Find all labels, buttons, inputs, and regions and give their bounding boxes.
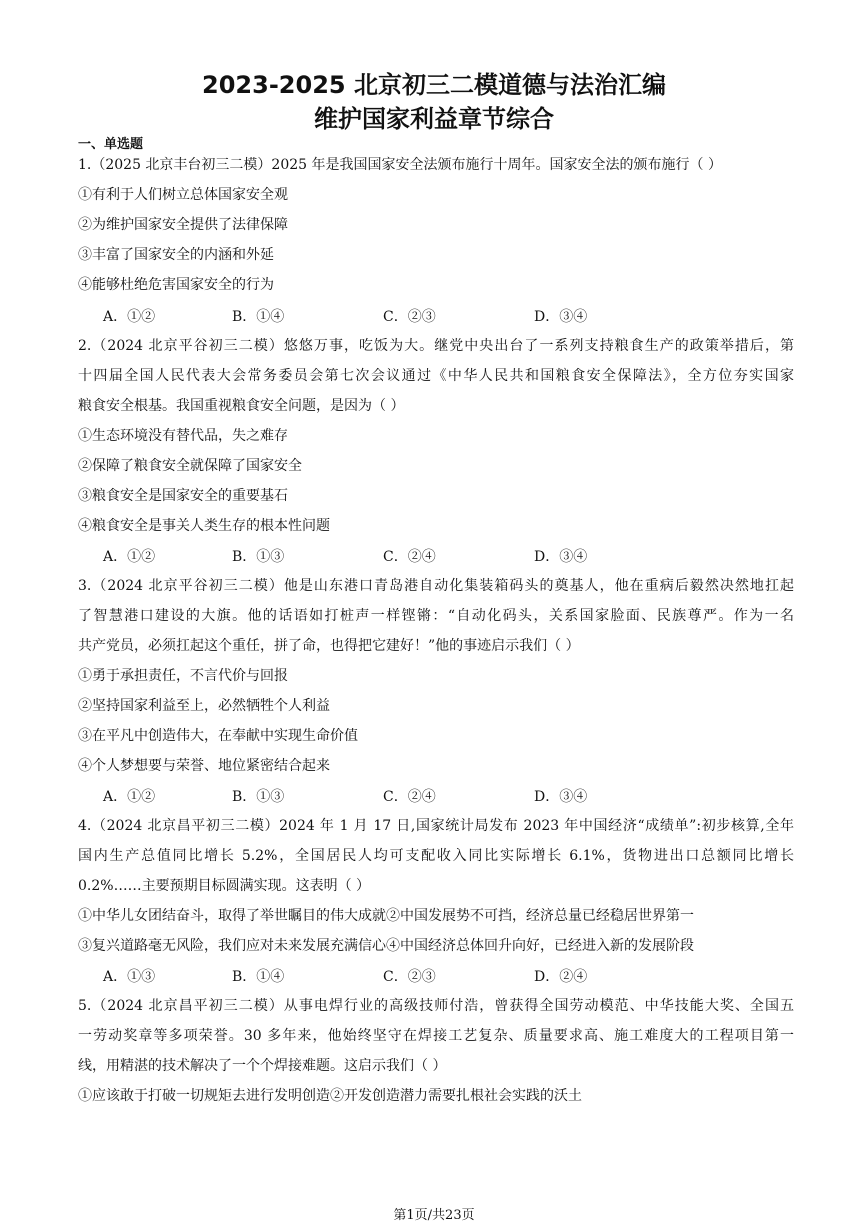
question-2-item-3: ③粮食安全是国家安全的重要基石 — [78, 488, 288, 504]
question-2-option-d: D．③④ — [534, 549, 588, 565]
question-4-option-b: B．①④ — [232, 969, 285, 985]
question-2-item-4: ④粮食安全是事关人类生存的根本性问题 — [78, 518, 330, 534]
question-5-stem-line-3: 线，用精湛的技术解决了一个个焊接难题。这启示我们（ ） — [78, 1058, 447, 1074]
question-4-option-d: D．②④ — [534, 969, 588, 985]
question-1-option-c: C．②③ — [383, 309, 436, 325]
question-1-item-1: ①有利于人们树立总体国家安全观 — [78, 187, 288, 203]
question-2-stem-line-3: 粮食安全根基。我国重视粮食安全问题，是因为（ ） — [78, 398, 405, 414]
question-1-stem: 1.（2025 北京丰台初三二模）2025 年是我国国家安全法颁布施行十周年。国家安全法的颁布施行（ ） — [78, 157, 722, 173]
question-3-option-b: B．①③ — [232, 789, 285, 805]
question-4-option-c: C．②③ — [383, 969, 436, 985]
question-2-stem-line-2: 十四届全国人民代表大会常务委员会第七次会议通过《中华人民共和国粮食安全保障法》，全方位夯实国家 — [78, 368, 794, 384]
question-3-stem-line-2: 了智慧港口建设的大旗。他的话语如打桩声一样铿锵：“自动化码头，关系国家脸面、民族尊严。作为一名 — [78, 608, 794, 624]
document-subtitle: 维护国家利益章节综合 — [314, 105, 554, 133]
question-2-item-1: ①生态环境没有替代品，失之难存 — [78, 428, 288, 444]
question-3-item-3: ③在平凡中创造伟大，在奉献中实现生命价值 — [78, 728, 358, 744]
question-4-item-row-2: ③复兴道路毫无风险，我们应对未来发展充满信心④中国经济总体回升向好，已经进入新的发展阶段 — [78, 938, 694, 954]
question-3-item-4: ④个人梦想要与荣誉、地位紧密结合起来 — [78, 758, 330, 774]
question-2-stem-line-1: 2.（2024 北京平谷初三二模）悠悠万事，吃饭为大。继党中央出台了一系列支持粮食生产的政策举措后，第 — [78, 338, 794, 354]
question-2-option-b: B．①③ — [232, 549, 285, 565]
page-footer: 第1页/共23页 — [393, 1208, 475, 1223]
question-1-item-2: ②为维护国家安全提供了法律保障 — [78, 217, 288, 233]
document-title: 2023-2025 北京初三二模道德与法治汇编 — [202, 71, 666, 99]
question-1-item-4: ④能够杜绝危害国家安全的行为 — [78, 277, 274, 293]
question-2-item-2: ②保障了粮食安全就保障了国家安全 — [78, 458, 302, 474]
question-3-option-d: D．③④ — [534, 789, 588, 805]
question-1-item-3: ③丰富了国家安全的内涵和外延 — [78, 247, 274, 263]
question-5-stem-line-2: 一劳动奖章等多项荣誉。30 多年来，他始终坚守在焊接工艺复杂、质量要求高、施工难度大的工程项目第一 — [78, 1028, 794, 1044]
question-1-option-b: B．①④ — [232, 309, 285, 325]
question-3-item-1: ①勇于承担责任，不言代价与回报 — [78, 668, 288, 684]
question-2-option-a: A．①② — [103, 549, 156, 565]
question-4-item-row-1: ①中华儿女团结奋斗，取得了举世瞩目的伟大成就②中国发展势不可挡，经济总量已经稳居世界第一 — [78, 908, 694, 924]
question-3-option-a: A．①② — [103, 789, 156, 805]
question-4-stem-line-2: 国内生产总值同比增长 5.2%，全国居民人均可支配收入同比实际增长 6.1%，货物进出口总额同比增长 — [78, 848, 794, 864]
question-3-item-2: ②坚持国家利益至上，必然牺牲个人利益 — [78, 698, 330, 714]
question-4-option-a: A．①③ — [103, 969, 156, 985]
question-3-stem-line-3: 共产党员，必须扛起这个重任，拼了命，也得把它建好！”他的事迹启示我们（ ） — [78, 638, 580, 654]
question-4-stem-line-1: 4.（2024 北京昌平初三二模）2024 年 1 月 17 日,国家统计局发布 2023 年中国经济“成绩单”:初步核算,全年 — [78, 818, 794, 834]
section-heading: 一、单选题 — [78, 137, 144, 152]
question-4-stem-line-3: 0.2%……主要预期目标圆满实现。这表明（ ） — [78, 878, 371, 894]
question-5-item-row-1: ①应该敢于打破一切规矩去进行发明创造②开发创造潜力需要扎根社会实践的沃土 — [78, 1088, 582, 1104]
question-1-option-a: A．①② — [103, 309, 156, 325]
question-5-stem-line-1: 5.（2024 北京昌平初三二模）从事电焊行业的高级技师付浩，曾获得全国劳动模范、中华技能大奖、全国五 — [78, 998, 794, 1014]
question-2-option-c: C．②④ — [383, 549, 436, 565]
question-3-stem-line-1: 3.（2024 北京平谷初三二模）他是山东港口青岛港自动化集装箱码头的奠基人，他在重病后毅然决然地扛起 — [78, 578, 794, 594]
question-3-option-c: C．②④ — [383, 789, 436, 805]
question-1-option-d: D．③④ — [534, 309, 588, 325]
